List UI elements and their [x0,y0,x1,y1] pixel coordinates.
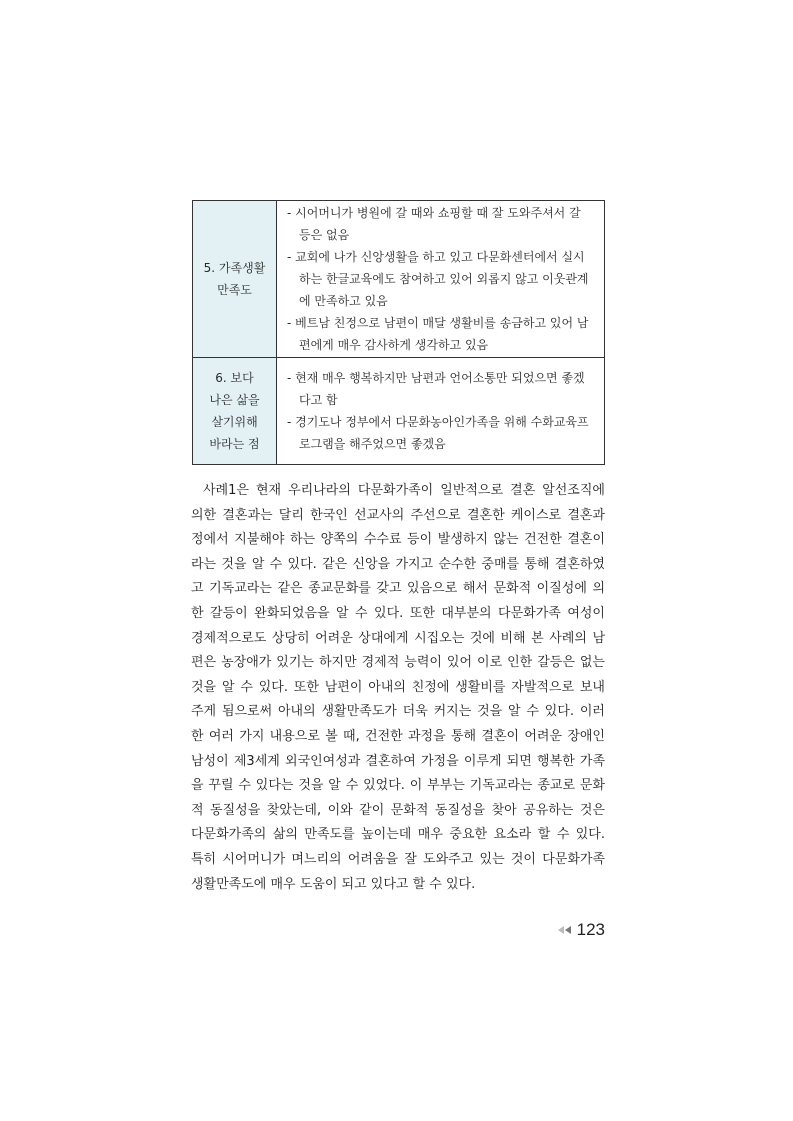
paragraph-line: 을 꾸릴 수 있다는 것을 알 수 있었다. 이 부부는 기독교라는 종교로 문화 [191,778,605,794]
paragraph-line: 사례1은 현재 우리나라의 다문화가족이 일반적으로 결혼 알선조직에 [203,483,605,498]
row-content [277,358,605,465]
bullet-item [287,202,598,246]
category-line: 바라는 점 [209,437,260,451]
bullet-line: - 현재 매우 행복하지만 남편과 언어소통만 되었으면 좋겠 [287,371,585,385]
paragraph-line: 라는 것을 알 수 있다. 같은 신앙을 가지고 순수한 중매를 통해 결혼하였 [191,556,605,572]
row-category [193,358,277,465]
bullet-line: - 경기도나 정부에서 다문화농아인가족을 위해 수화교육프 [287,415,589,429]
category-line: 나은 삶을 [209,393,260,407]
paragraph-line: 의한 결혼과는 달리 한국인 선교사의 주선으로 결혼한 케이스로 결혼과 [191,507,605,523]
paragraph-line: 남성이 제3세계 외국인여성과 결혼하여 가정을 이루게 되면 행복한 가족 [191,753,605,769]
table-row [193,201,605,358]
bullet-item [287,312,598,356]
paragraph-line: 경제적으로도 상당히 어려운 상대에게 시집오는 것에 비해 본 사례의 남 [191,630,605,646]
body-paragraph [191,479,605,897]
row-content [277,201,605,358]
paragraph-line: 적 동질성을 찾았는데, 이와 같이 문화적 동질성을 찾아 공유하는 것은 [191,802,605,818]
bullet-item [287,411,598,455]
bullet-line: - 교회에 나가 신앙생활을 하고 있고 다문화센터에서 실시 [287,250,585,264]
paragraph-line: 고 기독교라는 같은 종교문화를 갖고 있음으로 해서 문화적 이질성에 의 [191,581,605,597]
paragraph-line: 특히 시어머니가 며느리의 어려움을 잘 도와주고 있는 것이 다문화가족 [191,851,605,867]
bullet-line: 편에게 매우 감사하게 생각하고 있음 [299,338,489,352]
paragraph-line: 편은 농장애가 있기는 하지만 경제적 능력이 있어 이로 인한 갈등은 없는 [191,655,605,671]
paragraph-line: 것을 알 수 있다. 또한 남편이 아내의 친정에 생활비를 자발적으로 보내 [191,679,605,695]
category-line: 살기위해 [211,415,258,429]
paragraph-line: 주게 됨으로써 아내의 생활만족도가 더욱 커지는 것을 알 수 있다. 이러 [191,704,605,720]
paragraph-line: 생활만족도에 매우 도움이 되고 있다고 할 수 있다. [191,876,476,892]
case-summary-table [192,200,605,465]
bullet-line: - 베트남 친정으로 남편이 매달 생활비를 송금하고 있어 남 [287,316,589,330]
bullet-line: 에 만족하고 있음 [299,294,388,308]
bullet-item [287,367,598,411]
bullet-line: - 시어머니가 병원에 갈 때와 쇼핑할 때 잘 도와주셔서 갈 [287,206,581,220]
paragraph-line: 한 갈등이 완화되었음을 알 수 있다. 또한 대부분의 다문화가족 여성이 [191,605,605,621]
row-category [193,201,277,358]
bullet-line: 하는 한글교육에도 참여하고 있어 외롭지 않고 이웃관계 [299,272,589,286]
category-line: 6. 보다 [215,371,254,385]
paragraph-line: 다문화가족의 삶의 만족도를 높이는데 매우 중요한 요소라 할 수 있다. [191,827,605,843]
table-row [193,358,605,465]
paragraph-line: 정에서 지불해야 하는 양쪽의 수수료 등이 발생하지 않는 건전한 결혼이 [191,532,605,548]
bullet-item [287,246,598,312]
category-line: 5. 가족생활 [203,261,266,275]
category-line: 만족도 [217,283,252,297]
page-number [558,920,605,940]
bullet-line: 등은 없음 [299,228,350,242]
page-number-text: 123 [576,920,605,939]
paragraph-line: 한 여러 가지 내용으로 볼 때, 건전한 과정을 통해 결혼이 어려운 장애인 [191,728,605,744]
bullet-line: 다고 함 [299,393,338,407]
page-arrows-icon [558,926,571,934]
bullet-line: 로그램을 해주었으면 좋겠음 [299,437,446,451]
